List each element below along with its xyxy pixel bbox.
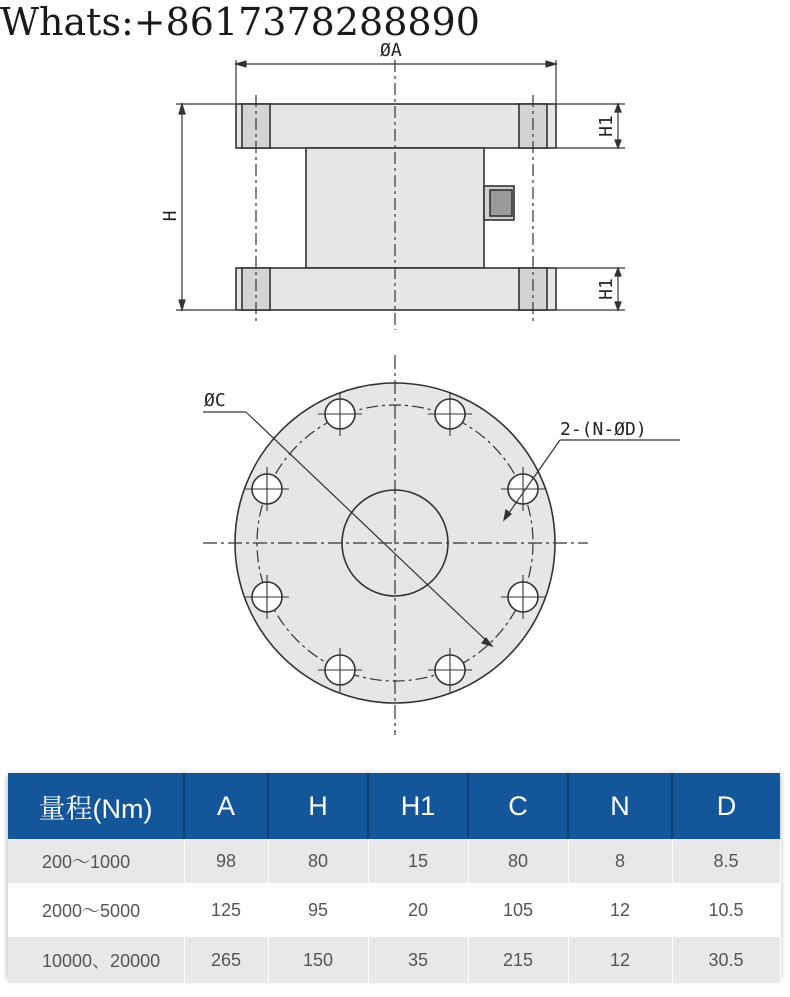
table-header-row bbox=[8, 773, 780, 839]
cell-h1: 20 bbox=[368, 883, 468, 937]
header-n: N bbox=[568, 773, 672, 839]
spec-table-container bbox=[8, 773, 780, 977]
front-view bbox=[203, 355, 680, 735]
label-h: H bbox=[160, 210, 181, 222]
cell-n: 12 bbox=[568, 937, 672, 983]
cell-range: 10000、20000 bbox=[8, 937, 184, 983]
cell-a: 265 bbox=[184, 937, 268, 983]
cell-h1: 15 bbox=[368, 839, 468, 883]
label-holes: 2-(N-ØD) bbox=[560, 419, 647, 440]
bottom-flange bbox=[236, 268, 556, 310]
cell-h: 95 bbox=[268, 883, 368, 937]
table-row bbox=[8, 937, 780, 983]
label-dia-c: ØC bbox=[204, 390, 226, 411]
header-h: H bbox=[268, 773, 368, 839]
label-h1-top: H1 bbox=[596, 115, 617, 137]
cell-c: 105 bbox=[468, 883, 568, 937]
label-h1-bottom: H1 bbox=[596, 278, 617, 300]
top-flange bbox=[236, 104, 556, 148]
table-row bbox=[8, 883, 780, 937]
header-c: C bbox=[468, 773, 568, 839]
cell-d: 8.5 bbox=[672, 839, 780, 883]
cell-range: 2000～5000 bbox=[8, 883, 184, 937]
header-range: 量程(Nm) bbox=[8, 773, 184, 839]
cell-range: 200～1000 bbox=[8, 839, 184, 883]
cell-d: 30.5 bbox=[672, 937, 780, 983]
cell-c: 80 bbox=[468, 839, 568, 883]
cell-a: 125 bbox=[184, 883, 268, 937]
cell-h1: 35 bbox=[368, 937, 468, 983]
cell-a: 98 bbox=[184, 839, 268, 883]
contact-watermark: Whats:+8617378288890 bbox=[0, 0, 480, 44]
cell-n: 12 bbox=[568, 883, 672, 937]
cell-h: 80 bbox=[268, 839, 368, 883]
spec-table bbox=[8, 773, 781, 983]
label-dia-a: ØA bbox=[380, 40, 402, 61]
header-h1: H1 bbox=[368, 773, 468, 839]
cell-d: 10.5 bbox=[672, 883, 780, 937]
cell-n: 8 bbox=[568, 839, 672, 883]
header-d: D bbox=[672, 773, 780, 839]
header-a: A bbox=[184, 773, 268, 839]
side-view bbox=[236, 104, 556, 310]
cell-h: 150 bbox=[268, 937, 368, 983]
cell-c: 215 bbox=[468, 937, 568, 983]
table-row bbox=[8, 839, 780, 883]
